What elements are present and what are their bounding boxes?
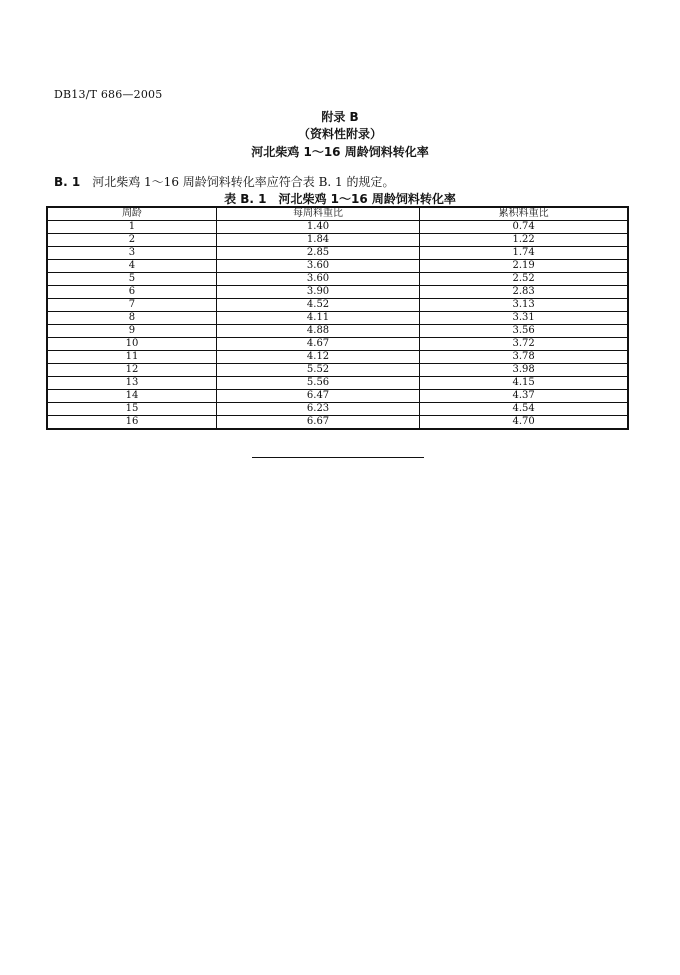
table-row bbox=[47, 377, 628, 390]
cell-cumulative-ratio: 2.19 bbox=[420, 260, 628, 273]
cell-week-age: 2 bbox=[47, 234, 216, 247]
table-row bbox=[47, 416, 628, 430]
cell-week-age: 1 bbox=[47, 221, 216, 234]
table-caption: 表 B. 1 河北柴鸡 1～16 周龄饲料转化率 bbox=[224, 192, 456, 206]
cell-cumulative-ratio: 3.13 bbox=[420, 299, 628, 312]
cell-weekly-ratio: 6.47 bbox=[216, 390, 419, 403]
appendix-title: 河北柴鸡 1～16 周龄饲料转化率 bbox=[251, 145, 429, 159]
table-row bbox=[47, 299, 628, 312]
cell-week-age: 5 bbox=[47, 273, 216, 286]
table-row bbox=[47, 325, 628, 338]
table-row bbox=[47, 364, 628, 377]
table-row bbox=[47, 390, 628, 403]
cell-week-age: 10 bbox=[47, 338, 216, 351]
cell-week-age: 3 bbox=[47, 247, 216, 260]
cell-cumulative-ratio: 0.74 bbox=[420, 221, 628, 234]
clause-number: B. 1 bbox=[54, 175, 81, 189]
cell-weekly-ratio: 4.12 bbox=[216, 351, 419, 364]
cell-week-age: 14 bbox=[47, 390, 216, 403]
cell-week-age: 11 bbox=[47, 351, 216, 364]
clause-text: 河北柴鸡 1～16 周龄饲料转化率应符合表 B. 1 的规定。 bbox=[92, 175, 395, 189]
cell-cumulative-ratio: 3.31 bbox=[420, 312, 628, 325]
cell-week-age: 4 bbox=[47, 260, 216, 273]
cell-weekly-ratio: 4.88 bbox=[216, 325, 419, 338]
cell-weekly-ratio: 1.84 bbox=[216, 234, 419, 247]
table-row bbox=[47, 273, 628, 286]
cell-cumulative-ratio: 4.15 bbox=[420, 377, 628, 390]
cell-weekly-ratio: 3.60 bbox=[216, 260, 419, 273]
table-row bbox=[47, 260, 628, 273]
table-row bbox=[47, 234, 628, 247]
cell-weekly-ratio: 6.67 bbox=[216, 416, 419, 430]
cell-weekly-ratio: 2.85 bbox=[216, 247, 419, 260]
cell-week-age: 16 bbox=[47, 416, 216, 430]
column-header-week-age: 周龄 bbox=[47, 207, 216, 221]
cell-weekly-ratio: 3.60 bbox=[216, 273, 419, 286]
table-row bbox=[47, 286, 628, 299]
cell-cumulative-ratio: 4.37 bbox=[420, 390, 628, 403]
cell-week-age: 13 bbox=[47, 377, 216, 390]
cell-weekly-ratio: 6.23 bbox=[216, 403, 419, 416]
cell-week-age: 9 bbox=[47, 325, 216, 338]
cell-weekly-ratio: 3.90 bbox=[216, 286, 419, 299]
cell-cumulative-ratio: 2.52 bbox=[420, 273, 628, 286]
appendix-label: 附录 B bbox=[321, 110, 359, 124]
cell-week-age: 8 bbox=[47, 312, 216, 325]
cell-week-age: 7 bbox=[47, 299, 216, 312]
table-row bbox=[47, 338, 628, 351]
clause-b1 bbox=[54, 173, 394, 190]
table-row bbox=[47, 351, 628, 364]
table-row bbox=[47, 403, 628, 416]
cell-cumulative-ratio: 3.72 bbox=[420, 338, 628, 351]
cell-weekly-ratio: 4.11 bbox=[216, 312, 419, 325]
cell-cumulative-ratio: 3.98 bbox=[420, 364, 628, 377]
cell-weekly-ratio: 1.40 bbox=[216, 221, 419, 234]
cell-cumulative-ratio: 3.78 bbox=[420, 351, 628, 364]
document-code: DB13/T 686—2005 bbox=[54, 88, 163, 101]
cell-cumulative-ratio: 2.83 bbox=[420, 286, 628, 299]
cell-week-age: 15 bbox=[47, 403, 216, 416]
table-row bbox=[47, 247, 628, 260]
cell-cumulative-ratio: 3.56 bbox=[420, 325, 628, 338]
table-row bbox=[47, 221, 628, 234]
appendix-nature: （资料性附录） bbox=[297, 127, 382, 141]
cell-weekly-ratio: 4.52 bbox=[216, 299, 419, 312]
table-row bbox=[47, 312, 628, 325]
cell-weekly-ratio: 5.56 bbox=[216, 377, 419, 390]
feed-conversion-table bbox=[46, 206, 629, 430]
cell-cumulative-ratio: 4.54 bbox=[420, 403, 628, 416]
table-header-row bbox=[47, 207, 628, 221]
cell-weekly-ratio: 4.67 bbox=[216, 338, 419, 351]
cell-week-age: 12 bbox=[47, 364, 216, 377]
column-header-cumulative-ratio: 累积料重比 bbox=[420, 207, 628, 221]
cell-cumulative-ratio: 1.22 bbox=[420, 234, 628, 247]
table-body bbox=[47, 221, 628, 430]
column-header-weekly-ratio: 每周料重比 bbox=[216, 207, 419, 221]
cell-weekly-ratio: 5.52 bbox=[216, 364, 419, 377]
cell-cumulative-ratio: 4.70 bbox=[420, 416, 628, 430]
cell-week-age: 6 bbox=[47, 286, 216, 299]
cell-cumulative-ratio: 1.74 bbox=[420, 247, 628, 260]
end-rule bbox=[252, 457, 424, 458]
